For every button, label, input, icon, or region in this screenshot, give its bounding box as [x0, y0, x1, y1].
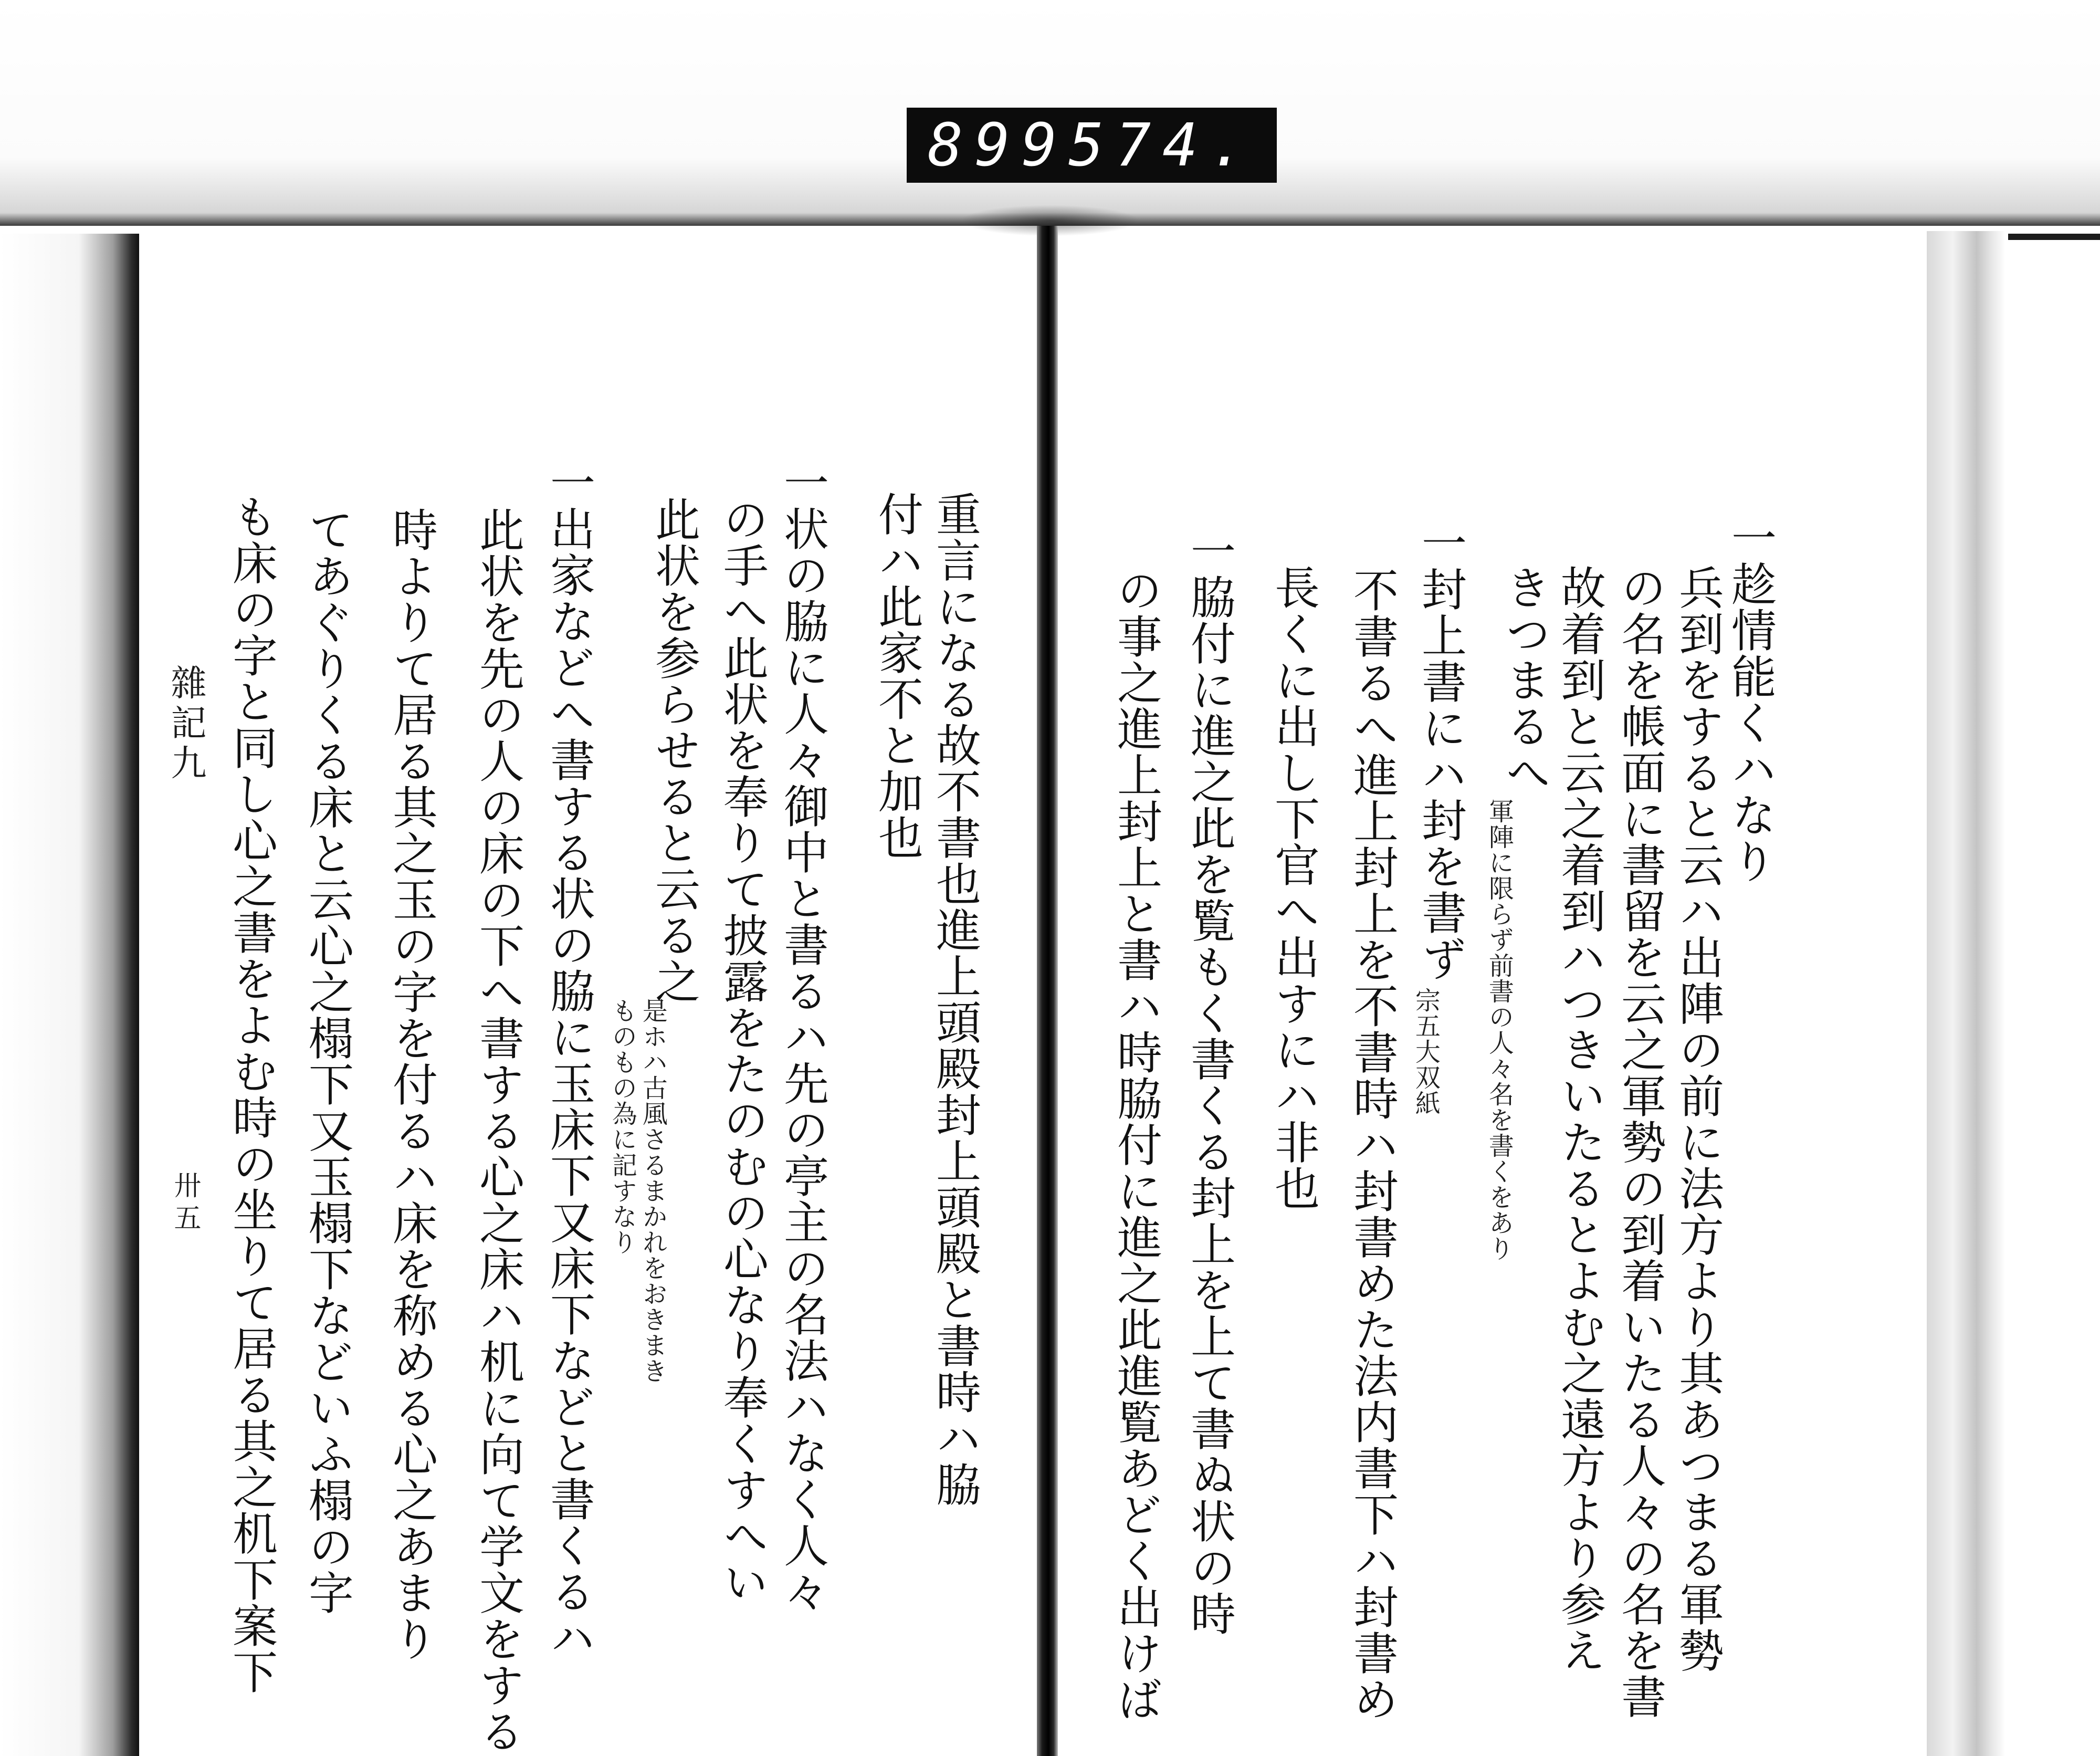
- right-note-2: 宗五大双紙: [1411, 987, 1441, 1116]
- left-col-7: 此状を先の人の床の下へ書する心之床ハ机に向て学文をする: [471, 507, 524, 1754]
- right-col-4: 故着到と云之着到ハつきいたるとよむ之遠方より参え: [1553, 565, 1605, 1674]
- right-col-10: の事之進上封上と書ハ時脇付に進之此進覧あどく出けば: [1109, 567, 1162, 1722]
- book-right-edge: [1927, 231, 2100, 1756]
- left-col-5: 此状を参らせると云る之: [647, 496, 700, 1005]
- right-col-8: 長くに出し下官へ出すにハ非也: [1267, 565, 1319, 1211]
- page-folio: 卅五: [169, 1171, 201, 1236]
- running-head: 雜記九: [165, 664, 206, 784]
- right-col-2: 兵到をすると云ハ出陣の前に法方より其あつまる軍勢: [1671, 565, 1724, 1674]
- right-col-9: 一脇付に進之此を覧もく書くる封上を上て書ぬ状の時: [1183, 528, 1235, 1637]
- left-col-9: てあぐりくる床と云心之榻下又玉榻下などいふ榻の字: [301, 507, 353, 1616]
- scan-label-plate: [907, 108, 1277, 183]
- left-col-6: 一出家などへ書する状の脇に玉床下又床下などと書くるハ: [542, 459, 595, 1661]
- right-col-1: 一趁情能くハなり: [1724, 515, 1776, 884]
- right-col-5: きつまるへ: [1498, 565, 1550, 796]
- left-col-8: 時よりて居る其之玉の字を付るハ床を称める心之あまり: [385, 507, 437, 1662]
- left-col-2: 付ハ此家不と加也: [870, 491, 923, 861]
- left-col-10: も床の字と同し心之書をよむ時の坐りて居る其之机下案下: [225, 494, 277, 1695]
- right-col-3: の名を帳面に書留を云之軍勢の到着いたる人々の名を書: [1613, 565, 1666, 1720]
- scan-label-left: 899: [928, 111, 1069, 180]
- right-col-7: 不書るへ進上封上を不書時ハ封書めた法内書下ハ封書め: [1346, 567, 1398, 1722]
- right-col-6: 一封上書にハ封を書ず: [1414, 520, 1466, 982]
- right-note-1: 軍陣に限らず前書の人々名を書くをあり: [1484, 798, 1514, 1261]
- scan-label-right: 574.: [1068, 111, 1257, 180]
- book-right-edge-line: [2008, 234, 2100, 240]
- left-col-3: 一状の脇に人々御中と書るハ先の亭主の名法ハなく人々: [776, 459, 828, 1615]
- book-gutter: [1037, 226, 1058, 1756]
- left-note-1: 是ホハ古風さるまかれをおきまき: [638, 998, 668, 1384]
- book-left-edge: [0, 234, 139, 1756]
- left-col-4: の手へ此状を奉りて披露をたのむの心なり奉くすへい: [716, 496, 768, 1605]
- left-col-1: 重言になる故不書也進上頭殿封上頭殿と書時ハ脇: [928, 491, 981, 1508]
- left-note-2: ものもの為に記すなり: [607, 998, 637, 1255]
